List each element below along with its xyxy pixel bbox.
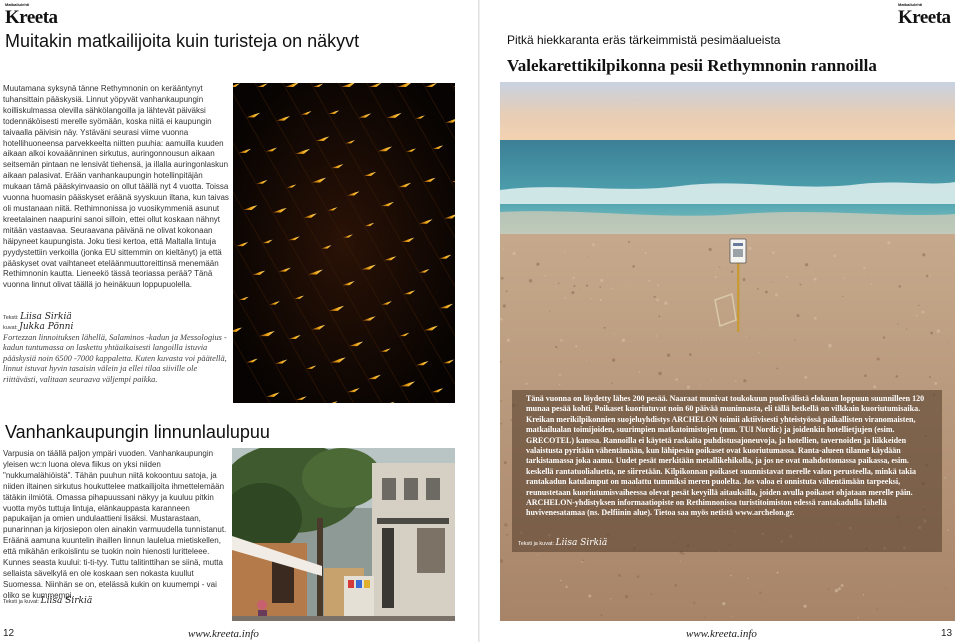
swallows-on-wires-image (233, 83, 455, 403)
section-credit (3, 596, 92, 606)
footer-url-left[interactable]: www.kreeta.info (188, 628, 259, 640)
article-headline-right: Valekarettikilpikonna pesii Rethymnonin rannoilla (507, 56, 877, 75)
page-number-left: 12 (3, 628, 15, 639)
swallows-photo (233, 83, 455, 403)
article-body: Muutamana syksynä tänne Rethymnonin on kerääntynyt tuhansittain pääskysiä. Linnut yöpyvät vanhankaupungin koilliskulmassa olevilla sähkölangoilla ja lähtevät päiväksi todennäköisesti merelle syömään, koska niitä ei kaupungin taivaalla päivisin näy. Ystäväni seurasi viime vuonna hotellihuoneensa parvekkeelta niitten puuhia: aamuilla kuuden aikaan alkoi kovaäänninen sirkutus, auringonnousun aikaan seitsemän pintaan ne lensivät tiehensä, ja illalla auringonlaskun aikaan palasivat. Erään vanhankaupungin hotellinpitäjän mukaan tämä pääskyinvaasio on ollut täällä nyt 4 vuotta. Toissa vuonna huomasin pääskyset eräänä syyskuun iltana, kun taivas oli mustanaan niitä. Rethimnonissa jo vuosikymmeniä asunut kreetalainen naapurini sanoi silloin, ettei ollut koskaan nähnyt mitään vastaavaa. Seuraavana päivänä ne olivat kokonaan häipyneet kaupungista. Joku tiesi kertoa, että Maltalla lintuja pyydystettiin verkoilla (jonka EU sittemmin on kieltänyt) ja että pääskyset ovat vaihtaneet eteläänmuuttoreittinsä menemään Rethimnonin kautta. Lieneekö tässä teoriassa perää? Tänä vuonna linnut olivat täällä jo heinäkuun loppupuolella. (3, 84, 229, 290)
credit-label: Teksti: (3, 315, 19, 321)
author-credit (3, 312, 72, 322)
left-page (0, 0, 479, 642)
logo-tagline: Matkailulehti (5, 2, 30, 7)
old-town-street-photo (232, 448, 455, 621)
turtle-info-box (512, 390, 942, 552)
section-body: Varpusia on täällä paljon ympäri vuoden. Vanhankaupungin yleisen wc:n luona oleva fiikus on yksi niiden "nukkumalähiöistä". Tähän puuhun niitä kokoontuu satoja, ja niiden iltainen sirkutus houkuttelee matkailijoita ihmettelemään tätäkin ilmiötä. Omassa pihapuussani näkyy ja kuuluu pitkin vuotta myös tuttuja lintuja, elänkauppasta karanneen papukaijan ja omien undulaattieni lisäksi. Mustarastaan, punarinnan ja kirjosiepon olen ainakin varmuudella tunnistanut. Eräänä aamuna kuuntelin ihaillen linnun laulelua mietiskellen, että mikähän erikoislintu se tuokin noin hienosti luritteleee. Kunnes seasta kuului: ti-ti-tyy. Tuttu talitinttihan se siinä, mutta sellaista sävelkylä en ole koskaan sen nokasta kuullut Suomessa. Niinhän se on, etelässä kukin on kuumempi - vai oliko se kummempi. (3, 449, 227, 600)
credit-name: Liisa Sirkiä (20, 312, 72, 322)
street-tree-image (232, 448, 455, 621)
section-credit-label: Teksti ja kuvat: (3, 599, 40, 605)
beach-credit-name: Liisa Sirkiä (555, 538, 608, 548)
beach-credit-label: Teksti ja kuvat: (518, 541, 555, 547)
photo-credit-name: Jukka Pönni (19, 322, 74, 332)
photo-caption: Fortezzan linnoituksen lähellä, Salaminos -kadun ja Messologius -kadun tuntumassa on laskettu yhtäaikaisesti langoilla istuvia pääskysiä noin 6500 -7000 kappaletta. Kuten kuvasta voi päätellä, linnut istuvat hyvin tasaisin välein ja ellei tilaa siiville ole riittävästi, valitaan seuraava väljempi paikka. (3, 333, 227, 384)
footer-url-right[interactable]: www.kreeta.info (686, 628, 757, 640)
page-number-right: 13 (941, 628, 953, 639)
kreeta-logo (5, 3, 58, 27)
logo-name: Kreeta (5, 7, 58, 28)
beach-credit (518, 538, 607, 548)
photo-credit-label: kuvat: (3, 325, 18, 331)
photo-credit (3, 322, 73, 332)
article-headline: Muitakin matkailijoita kuin turisteja on näkyvt (5, 31, 360, 51)
section-headline: Vanhankaupungin linnunlaulupuu (5, 422, 270, 442)
kreeta-logo-right (898, 3, 951, 27)
logo-tagline-right: Matkailulehti (898, 2, 923, 7)
logo-name-right: Kreeta (898, 7, 951, 28)
section-credit-name: Liisa Sirkiä (40, 596, 93, 606)
turtle-info-text: Tänä vuonna on löydetty lähes 200 pesää. Naaraat munivat toukokuun puolivälistä elokuun loppuun suunnilleen 120 munaa pesää kohti. Poikaset kuoriutuvat noin 60 päivää muninnasta, eli tällä hetkellä on vilkkain kuoriutumisaika. Kreikan merikilpikonnien suojeluyhdistys ARCHELON toimii aktiivisesti yhteistyössä paikallisten viranomaisten, matkailualan toimijoiden, suurimpien matkatoimistojen (mm. TUI Nordic) ja joidenkin hotellietjujen (esim. GRECOTEL) kanssa. Rannoilla ei käytetä raskaita puhdistusajoneuvoja, ja hotellien, tavernoiden ja liikkeiden valaistusta pyritään vähentämään, kun lähipesän poikaset ovat kuoriutumassa. Ranta-alueen tilanne käydään tarkistamassa joka aamu. Uudet pesät merkitään metallikehikolla, ja jos ne ovat mahdottomassa paikassa, esim. keskellä rantatuolialuetta, ne siirretään. Kilpikonnan poikaset suunnistavat merelle valon perusteella, minkä takia rantakadun katulamput on maalattu tummiksi meren puolelta. Jos valoa ei onnistuta vähentämään tarpeeksi, reunustetaan kuoriutumisvaiheessa olevat pesät kevyillä aitauksilla, joiden avulla poikaset ohjataan merelle päin. ARCHELON-yhdistyksen informaatiopiste on Rethimnonissa turistitoimiston edessä rantakadulla lähellä huvivenesatamaa (ns. Delfiinin alue). Tietoa saa myös netistä www.archelon.gr. (526, 394, 925, 518)
article-subheadline: Pitkä hiekkaranta eräs tärkeimmistä pesimäalueista (507, 33, 781, 47)
